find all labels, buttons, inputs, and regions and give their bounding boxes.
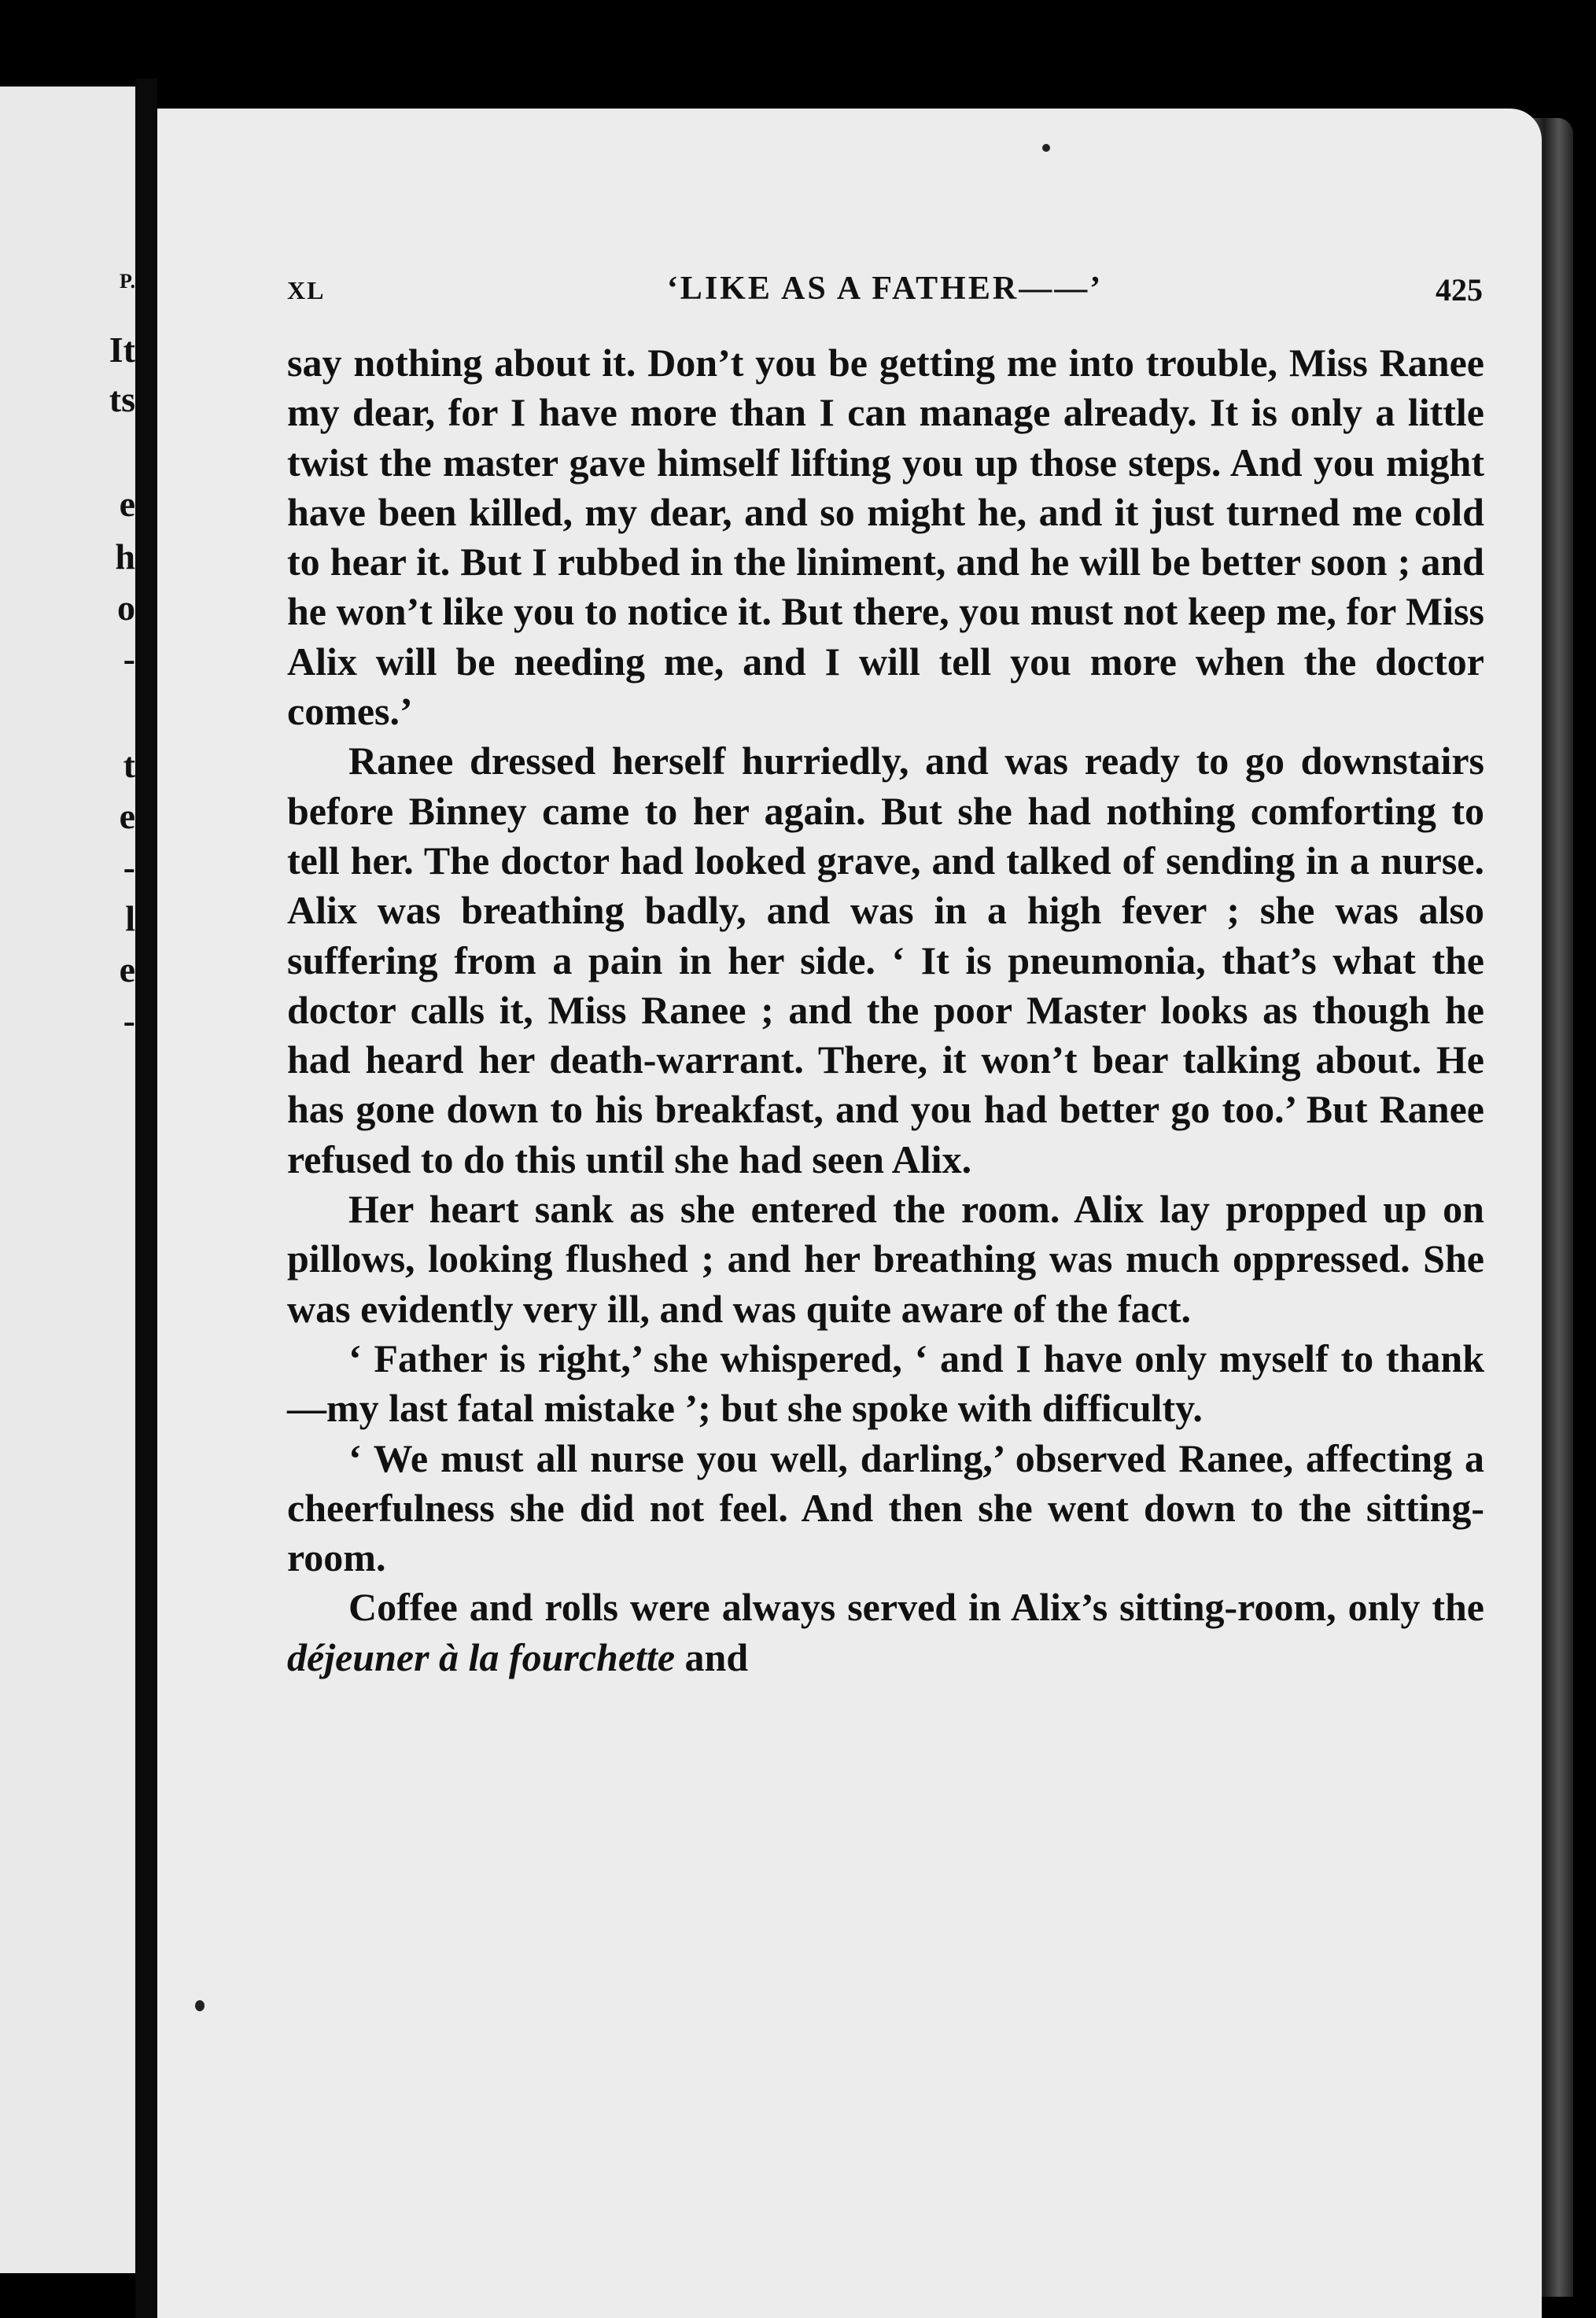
book-gutter <box>135 79 157 2318</box>
italic-phrase: déjeuner à la fourchette <box>287 1634 676 1679</box>
book-page <box>157 109 1542 2318</box>
left-fragment: t <box>123 745 135 785</box>
page-number: 425 <box>1436 272 1483 308</box>
body-text <box>287 338 1484 1682</box>
text-run: Coffee and rolls were always served in Alix’s sitting-room, only the <box>348 1585 1484 1630</box>
left-fragment: o <box>117 588 135 628</box>
left-fragment: l <box>125 898 135 938</box>
text-run: and <box>675 1634 749 1679</box>
previous-page-edge <box>0 87 135 2273</box>
paragraph: ‘ We must all nurse you well, darling,’ observed Ranee, affecting a cheerfulness she did not feel. And then she went down to the sitting-room. <box>287 1435 1484 1580</box>
left-fragment: P. <box>120 270 135 293</box>
left-fragment: e <box>119 949 135 989</box>
speck <box>195 2000 205 2011</box>
left-fragment: e <box>119 796 135 836</box>
left-fragment: h <box>115 536 135 577</box>
left-fragment: It <box>109 330 135 370</box>
running-title: ‘LIKE AS A FATHER——’ <box>666 271 1104 307</box>
running-header <box>287 270 1483 325</box>
left-fragment: ts <box>109 379 135 419</box>
left-fragment: - <box>123 639 135 679</box>
left-fragment: e <box>119 484 135 524</box>
paragraph: say nothing about it. Don’t you be getting me into trouble, Miss Ranee my dear, for I have more than I can manage already. It is only a little twist the master gave himself lifting you up those steps. And you might have been killed, my dear, and so might he, and it just turned me cold to hear it. But I rubbed in the liniment, and he will be better soon ; and he won’t like you to notice it. But there, you must not keep me, for Miss Alix will be needing me, and I will tell you more when the doctor comes.’ <box>287 341 1484 734</box>
paragraph-last <box>287 1583 1484 1682</box>
speck <box>1042 144 1050 152</box>
chapter-number: XL <box>287 276 326 304</box>
left-fragment: - <box>123 847 135 887</box>
paragraph: ‘ Father is right,’ she whispered, ‘ and I have only myself to thank—my last fatal mistake ’; but she spoke with difficulty. <box>287 1336 1484 1431</box>
paragraph: Her heart sank as she entered the room. Alix lay propped up on pillows, looking flushed ; and her breathing was much oppressed. She was evidently very ill, and was quite aware of the fact. <box>287 1187 1484 1331</box>
left-fragment: - <box>123 1001 135 1041</box>
paragraph: Ranee dressed herself hurriedly, and was ready to go downstairs before Binney came to her again. But she had nothing comforting to tell her. The doctor had looked grave, and talked of sending in a nurse. Alix was breathing badly, and was in a high fever ; she was also suffering from a pain in her side. ‘ It is pneumonia, that’s what the doctor calls it, Miss Ranee ; and the poor Master looks as though he had heard her death-warrant. There, it won’t bear talking about. He has gone down to his breakfast, and you had better go too.’ But Ranee refused to do this until she had seen Alix. <box>287 739 1484 1181</box>
